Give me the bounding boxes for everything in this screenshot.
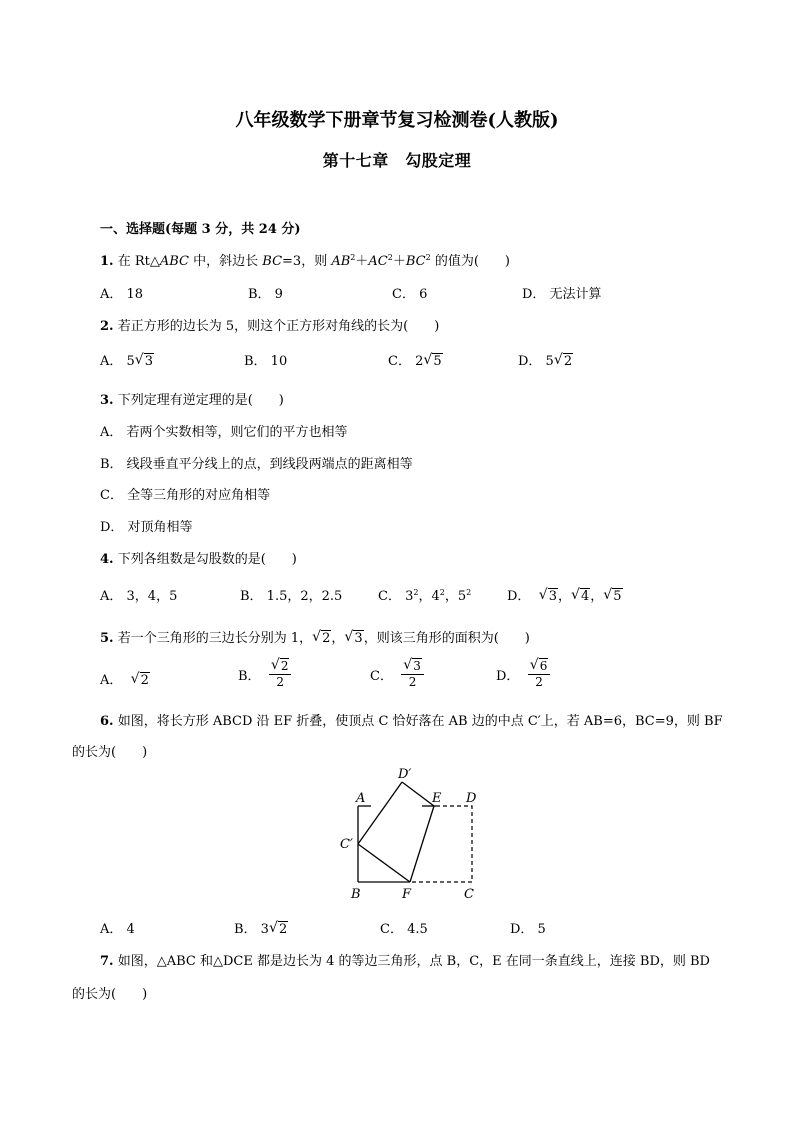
q1-text-pre: 在 Rt△ (117, 254, 160, 269)
label-c: C (464, 887, 474, 902)
q6-option-a[interactable]: A． 4 (100, 922, 135, 937)
q4-text: 下列各组数是勾股数的是( ) (117, 552, 297, 567)
q1-bc2: BC (405, 254, 426, 269)
question-number: 4. (100, 552, 114, 567)
chapter-title: 第十七章 勾股定理 (322, 151, 472, 170)
q2-option-c[interactable]: C． 2√ 5 (388, 350, 443, 369)
fraction: √ $\frac{3}{2}$ (401, 660, 424, 689)
folded-rectangle-figure (336, 762, 486, 904)
q2-option-a[interactable]: A． 5√ 3 (100, 350, 154, 369)
q4-option-c[interactable]: C． $3^2$，$4^2$，$5^2$ (378, 588, 472, 604)
question-number: 1. (100, 254, 114, 269)
sqrt-symbol: √ 5 (423, 354, 442, 369)
fraction: √ $\frac{6}{2}$ (528, 660, 551, 689)
sqrt-symbol: √ 2 (269, 922, 288, 937)
question-number: 6. (100, 714, 114, 729)
question-3 (100, 389, 284, 408)
q1-option-d[interactable]: D． 无法计算 (522, 287, 602, 302)
label-d: D (466, 791, 477, 806)
q1-text-tail: 的值为( ) (430, 254, 510, 269)
question-1: 1. 在 Rt△ABC 中，斜边长 BC=3，则 $AB^2+AC^2+BC^2$ 的值为( ) (100, 253, 510, 269)
q3-text: 下列定理有逆定理的是( ) (117, 393, 284, 408)
edge-dpe (402, 782, 434, 806)
q3-option-c[interactable]: C． 全等三角形的对应角相等 (100, 488, 271, 503)
edge-ef (410, 806, 434, 882)
label-e: E (432, 791, 442, 806)
sqrt-symbol: √ 3 (539, 589, 558, 604)
sqrt-symbol: √ 2 (554, 354, 573, 369)
q3-option-d[interactable]: D． 对顶角相等 (100, 520, 193, 535)
q1-option-b[interactable]: B． 9 (248, 287, 283, 302)
sqrt-symbol: √ 5 (603, 589, 622, 604)
q1-ab: AB (331, 254, 351, 269)
q5-option-d[interactable]: D． √ $\frac{6}{2}$ (496, 660, 550, 689)
q1-text-mid: 中，斜边长 (189, 254, 263, 269)
q1-text-eq: =3，则 (282, 254, 332, 269)
q1-option-c[interactable]: C． 6 (392, 287, 428, 302)
q5-option-b[interactable]: B． √ $\frac{2}{2}$ (238, 660, 291, 689)
page-title: 八年级数学下册章节复习检测卷(人教版) (235, 110, 559, 131)
q5-text-pre: 若一个三角形的三边长分别为 1， (117, 631, 313, 646)
sqrt-symbol: √ 2 (312, 631, 331, 646)
q3-option-a[interactable]: A． 若两个实数相等，则它们的平方也相等 (100, 425, 348, 440)
sqrt-symbol: √ 3 (135, 354, 154, 369)
label-d-prime: D′ (398, 767, 412, 782)
dashed-edge (410, 806, 472, 882)
q1-bc: BC (262, 254, 283, 269)
q1-ac: AC (368, 254, 388, 269)
fraction: √ $\frac{2}{2}$ (269, 660, 292, 689)
q7-text-line1: 如图，△ABC 和△DCE 都是边长为 4 的等边三角形，点 B，C，E 在同一条直线上，连接 BD，则 BD (117, 954, 710, 969)
question-number: 7. (100, 954, 114, 969)
question-7 (100, 950, 710, 969)
q5-option-a[interactable]: A． √ 2 (100, 669, 150, 688)
sqrt-symbol: √ 2 (131, 673, 150, 688)
q4-option-b[interactable]: B． 1.5，2，2.5 (240, 589, 343, 604)
question-number: 5. (100, 631, 114, 646)
q4-option-a[interactable]: A． 3，4，5 (100, 589, 178, 604)
sqrt-symbol: √ 4 (571, 589, 590, 604)
q6-option-c[interactable]: C． 4.5 (380, 922, 428, 937)
sqrt-symbol: √ 3 (344, 631, 363, 646)
q6-text-line1: 如图，将长方形 ABCD 沿 EF 折叠，使顶点 C 恰好落在 AB 边的中点 C′上，若 AB=6，BC=9，则 BF (117, 714, 723, 729)
section-heading: 一、选择题(每题 3 分，共 24 分) (100, 222, 301, 237)
label-c-prime: C′ (340, 837, 353, 852)
edge-cpf (358, 844, 410, 882)
q4-option-d[interactable]: D． √ 3，√ 4，√ 5 (507, 585, 623, 604)
q1-option-a[interactable]: A． 18 (100, 287, 144, 302)
question-5: 5. 若一个三角形的三边长分别为 1，√ 2，√ 3，则该三角形的面积为( ) (100, 627, 530, 646)
question-2 (100, 315, 439, 334)
q7-text-line2: 的长为( ) (72, 987, 148, 1002)
question-number: 2. (100, 319, 114, 334)
label-a: A (356, 791, 366, 806)
q2-option-d[interactable]: D． 5√ 2 (518, 350, 573, 369)
question-6 (100, 710, 723, 729)
q6-text-line2: 的长为( ) (72, 745, 148, 760)
q1-triangle: ABC (159, 254, 190, 269)
label-b: B (351, 887, 361, 902)
q2-text: 若正方形的边长为 5，则这个正方形对角线的长为( ) (117, 319, 440, 334)
q3-option-b[interactable]: B． 线段垂直平分线上的点，到线段两端点的距离相等 (100, 457, 413, 472)
q6-option-d[interactable]: D． 5 (510, 922, 546, 937)
q2-option-b[interactable]: B． 10 (244, 354, 288, 369)
label-f: F (402, 887, 412, 902)
question-4 (100, 548, 297, 567)
q5-option-c[interactable]: C． √ $\frac{3}{2}$ (370, 660, 424, 689)
q5-text-tail: ，则该三角形的面积为( ) (363, 631, 530, 646)
question-number: 3. (100, 393, 114, 408)
q6-option-b[interactable]: B． 3√ 2 (234, 918, 288, 937)
